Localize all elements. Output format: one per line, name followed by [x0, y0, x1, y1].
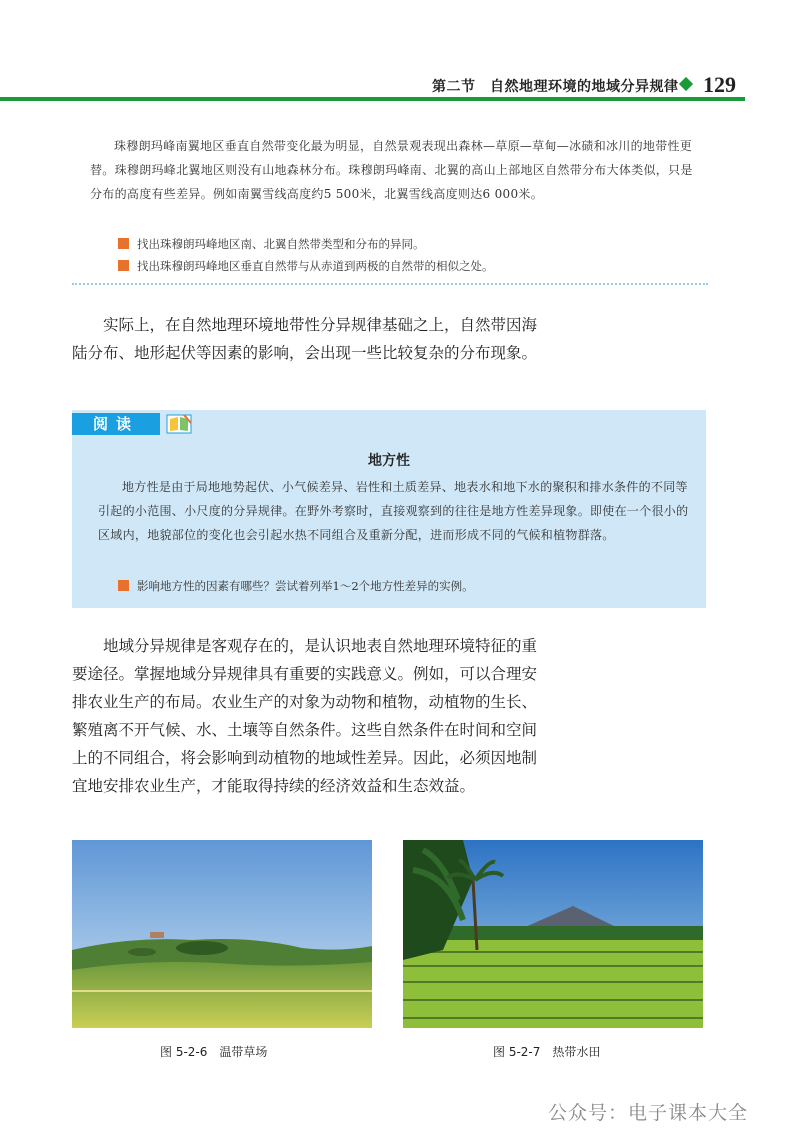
- main-paragraph-1: 实际上，在自然地理环境地带性分异规律基础之上，自然带因海陆分布、地形起伏等因素的影响，会出现一些比较复杂的分布现象。: [72, 316, 538, 362]
- diamond-icon: [679, 77, 693, 91]
- page-number: 129: [703, 72, 736, 97]
- orange-square-icon: [118, 260, 129, 271]
- section-title: 第二节 自然地理环境的地域分异规律: [432, 79, 679, 95]
- figure-caption: 图 5-2-6 温带草场: [160, 1045, 268, 1059]
- book-icon: [166, 413, 192, 435]
- section-divider: [72, 283, 708, 285]
- figure-caption: 图 5-2-7 热带水田: [493, 1045, 601, 1059]
- task-text: 找出珠穆朗玛峰地区垂直自然带与从赤道到两极的自然带的相似之处。: [137, 259, 494, 273]
- reading-task: [118, 578, 474, 594]
- reading-task-text: 影响地方性的因素有哪些？尝试着列举1～2个地方性差异的实例。: [137, 579, 474, 593]
- reading-tab: 阅读: [72, 413, 160, 435]
- task-item: [118, 258, 494, 274]
- task-item: [118, 236, 425, 252]
- orange-square-icon: [118, 238, 129, 249]
- tropical-paddy-field-photo: [403, 840, 703, 1028]
- main-paragraph-2: 地域分异规律是客观存在的，是认识地表自然地理环境特征的重要途径。掌握地域分异规律具有重要的实践意义。例如，可以合理安排农业生产的布局。农业生产的对象为动物和植物，动植物的生长、繁殖离不开气候、水、土壤等自然条件。这些自然条件在时间和空间上的不同组合，将会影响到动植物的地域性差异。因此，必须因地制宜地安排农业生产，才能取得持续的经济效益和生态效益。: [72, 637, 538, 795]
- header-rule: [0, 97, 745, 101]
- temperate-grassland-photo: [72, 840, 372, 1028]
- intro-paragraph: 珠穆朗玛峰南翼地区垂直自然带变化最为明显，自然景观表现出森林—草原—草甸—冰碛和冰川的地带性更替。珠穆朗玛峰北翼地区则没有山地森林分布。珠穆朗玛峰南、北翼的高山上部地区自然带分布大体类似，只是分布的高度有些差异。例如南翼雪线高度约5 500米，北翼雪线高度则达6 000米。: [90, 139, 693, 201]
- task-text: 找出珠穆朗玛峰地区南、北翼自然带类型和分布的异同。: [137, 237, 425, 251]
- reading-title: 地方性: [368, 453, 410, 469]
- orange-square-icon: [118, 580, 129, 591]
- footer-mark: 公众号：电子课本大全: [548, 1102, 749, 1124]
- reading-text: 地方性是由于局地地势起伏、小气候差异、岩性和土质差异、地表水和地下水的聚积和排水条件的不同等引起的小范围、小尺度的分异规律。在野外考察时，直接观察到的往往是地方性差异现象。即使在一个很小的区域内，地貌部位的变化也会引起水热不同组合及重新分配，进而形成不同的气候和植物群落。: [98, 480, 689, 542]
